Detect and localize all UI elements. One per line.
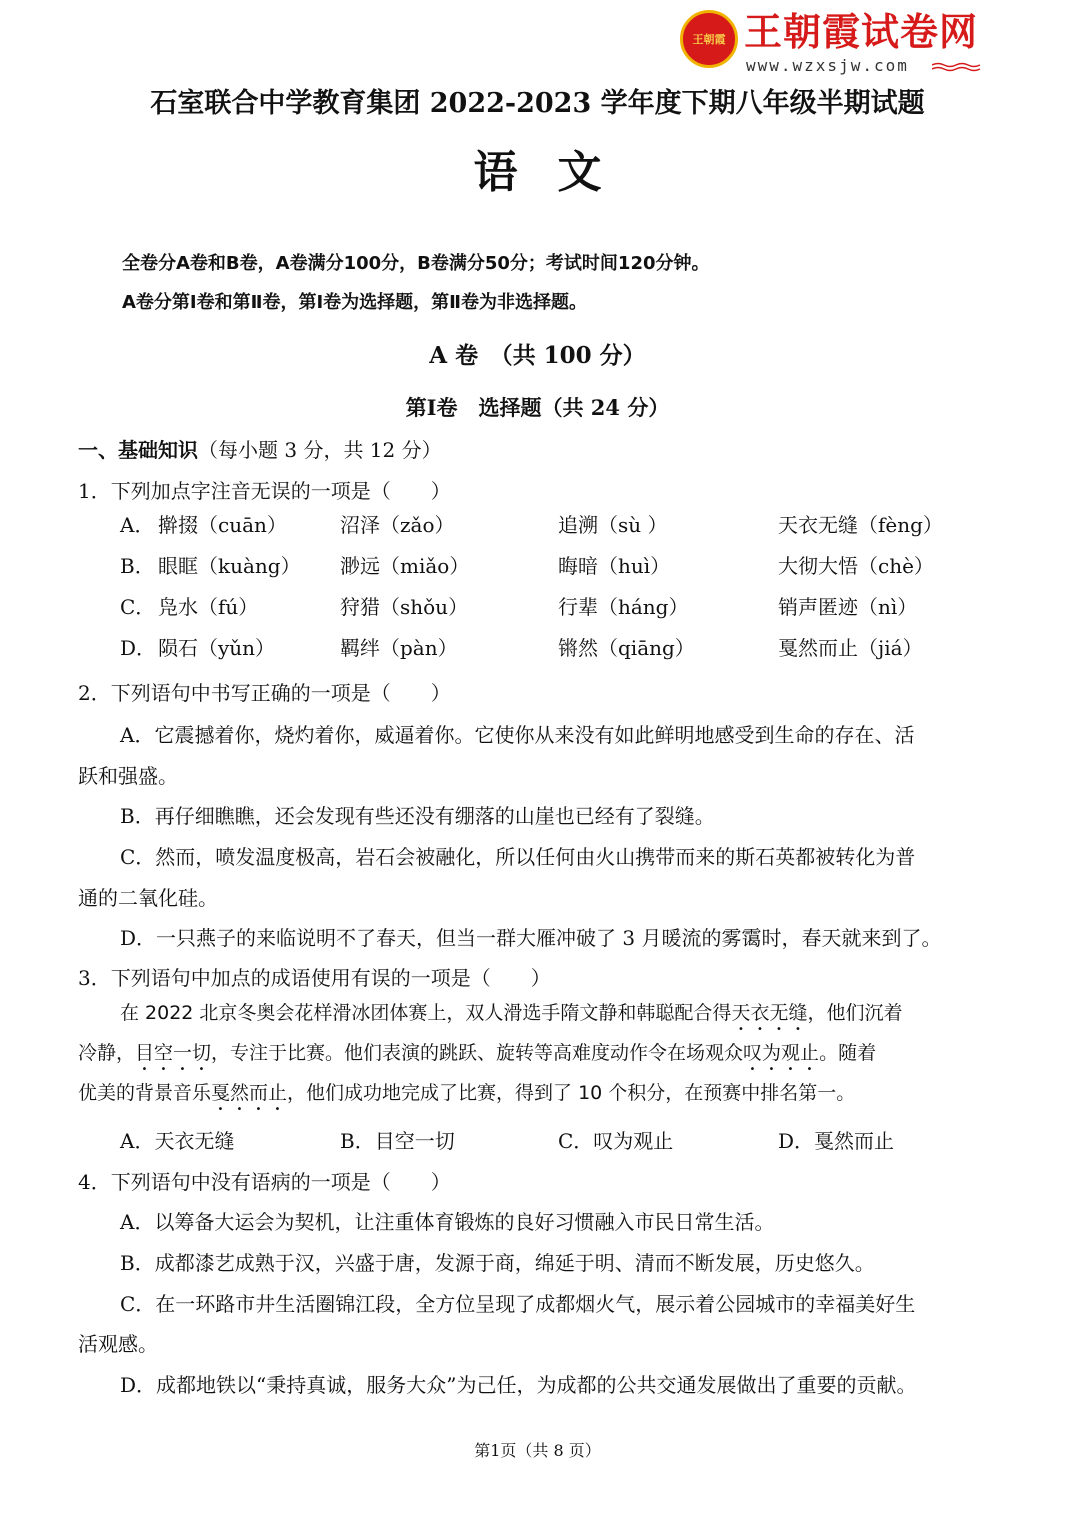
q3-option-b: B．目空一切 [340,1129,455,1153]
q1-cell: 沼泽（zǎo） [340,513,455,537]
q3-option-a: A．天衣无缝 [120,1129,235,1153]
q1-cell: 行辈（háng） [558,595,689,619]
q3-passage-line-3: 优美的背景音乐戛然而止，他们成功地完成了比赛，得到了 10 个积分，在预赛中排名第一。 [78,1082,856,1104]
watermark-logo [680,8,990,78]
idiom-emphasis: 目空一切 [135,1042,212,1064]
q1-cell: 大彻大悟（chè） [778,554,934,578]
q2-option-c: C．然而，喷发温度极高，岩石会被融化，所以任何由火山携带而来的斯石英都被转化为普 [120,845,916,869]
intro-line-2: A卷分第Ⅰ卷和第Ⅱ卷，第Ⅰ卷为选择题，第Ⅱ卷为非选择题。 [122,292,588,313]
brand-name: 王朝霞试卷网 [744,10,979,54]
q1-cell: 戛然而止（jiá） [778,636,923,660]
page-footer: 第1页（共 8 页） [474,1441,601,1460]
idiom-emphasis: 叹为观止 [743,1042,820,1064]
q1-cell: 晦暗（huì） [558,554,671,578]
q1-cell: 羁绊（pàn） [340,636,458,660]
heading-note: （每小题 3 分，共 12 分） [198,438,442,462]
q4-option-c-cont: 活观感。 [78,1332,158,1356]
q2-stem: 2．下列语句中书写正确的一项是（ ） [78,681,451,705]
q4-stem: 4．下列语句中没有语病的一项是（ ） [78,1170,451,1194]
q3-stem: 3．下列语句中加点的成语使用有误的一项是（ ） [78,966,551,990]
idiom-emphasis: 天衣无缝 [731,1002,808,1024]
q3-option-d: D．戛然而止 [778,1129,895,1153]
q1-row-label: A． [120,513,155,537]
q2-option-b: B．再仔细瞧瞧，还会发现有些还没有绷落的山崖也已经有了裂缝。 [120,804,715,828]
q1-cell: 销声匿迹（nì） [778,595,918,619]
exam-title: 石室联合中学教育集团 2022-2023 学年度下期八年级半期试题 [150,88,925,119]
q1-cell: 擀掇（cuān） [158,513,287,537]
q1-cell: 天衣无缝（fèng） [778,513,943,537]
q4-option-b: B．成都漆艺成熟于汉，兴盛于唐，发源于商，绵延于明、清而不断发展，历史悠久。 [120,1251,875,1275]
intro-line-1: 全卷分A卷和B卷，A卷满分100分，B卷满分50分；考试时间120分钟。 [122,253,710,274]
q1-row-label: D． [120,636,157,660]
q4-option-d: D．成都地铁以“秉持真诚，服务大众”为己任，为成都的公共交通发展做出了重要的贡献。 [120,1373,917,1397]
basic-knowledge-heading [78,436,442,464]
q3-passage-line-2: 冷静，目空一切，专注于比赛。他们表演的跳跃、旋转等高难度动作令在场观众叹为观止。随着 [78,1042,877,1064]
q1-cell: 狩猎（shǒu） [340,595,469,619]
brand-url: www.wzxsjw.com [746,56,909,75]
seal-icon: 王朝霞 [680,10,738,68]
idiom-emphasis: 戛然而止 [211,1082,288,1104]
q2-option-a: A．它震撼着你，烧灼着你，威逼着你。它使你从来没有如此鲜明地感受到生命的存在、活 [120,723,915,747]
q1-cell: 眼眶（kuàng） [158,554,301,578]
section-part1: 第Ⅰ卷 选择题（共 24 分） [405,395,670,420]
q1-cell: 渺远（miǎo） [340,554,470,578]
q2-option-d: D．一只燕子的来临说明不了春天，但当一群大雁冲破了 3 月暖流的雾霭时，春天就来到了。 [120,926,942,950]
section-a-juan: A 卷 （共 100 分） [429,342,646,369]
q1-cell: 追溯（sù ） [558,513,668,537]
q1-row-label: B． [120,554,155,578]
q1-stem: 1．下列加点字注音无误的一项是（ ） [78,479,451,503]
q1-cell: 凫水（fú） [158,595,259,619]
q3-option-c: C．叹为观止 [558,1129,674,1153]
q1-cell: 陨石（yǔn） [158,636,276,660]
q4-option-a: A．以筹备大运会为契机，让注重体育锻炼的良好习惯融入市民日常生活。 [120,1210,775,1234]
q4-option-c: C．在一环路市井生活圈锦江段，全方位呈现了成都烟火气，展示着公园城市的幸福美好生 [120,1292,916,1316]
heading-label: 一、基础知识 [78,438,198,462]
q1-row-label: C． [120,595,156,619]
q2-option-c-cont: 通的二氧化硅。 [78,886,218,910]
wave-decoration-icon [932,62,982,72]
subject-title: 语文 [473,147,642,198]
q1-cell: 锵然（qiāng） [558,636,695,660]
q2-option-a-cont: 跃和强盛。 [78,764,178,788]
q3-passage-line-1: 在 2022 北京冬奥会花样滑冰团体赛上，双人滑选手隋文静和韩聪配合得天衣无缝，他们沉着 [120,1002,903,1024]
